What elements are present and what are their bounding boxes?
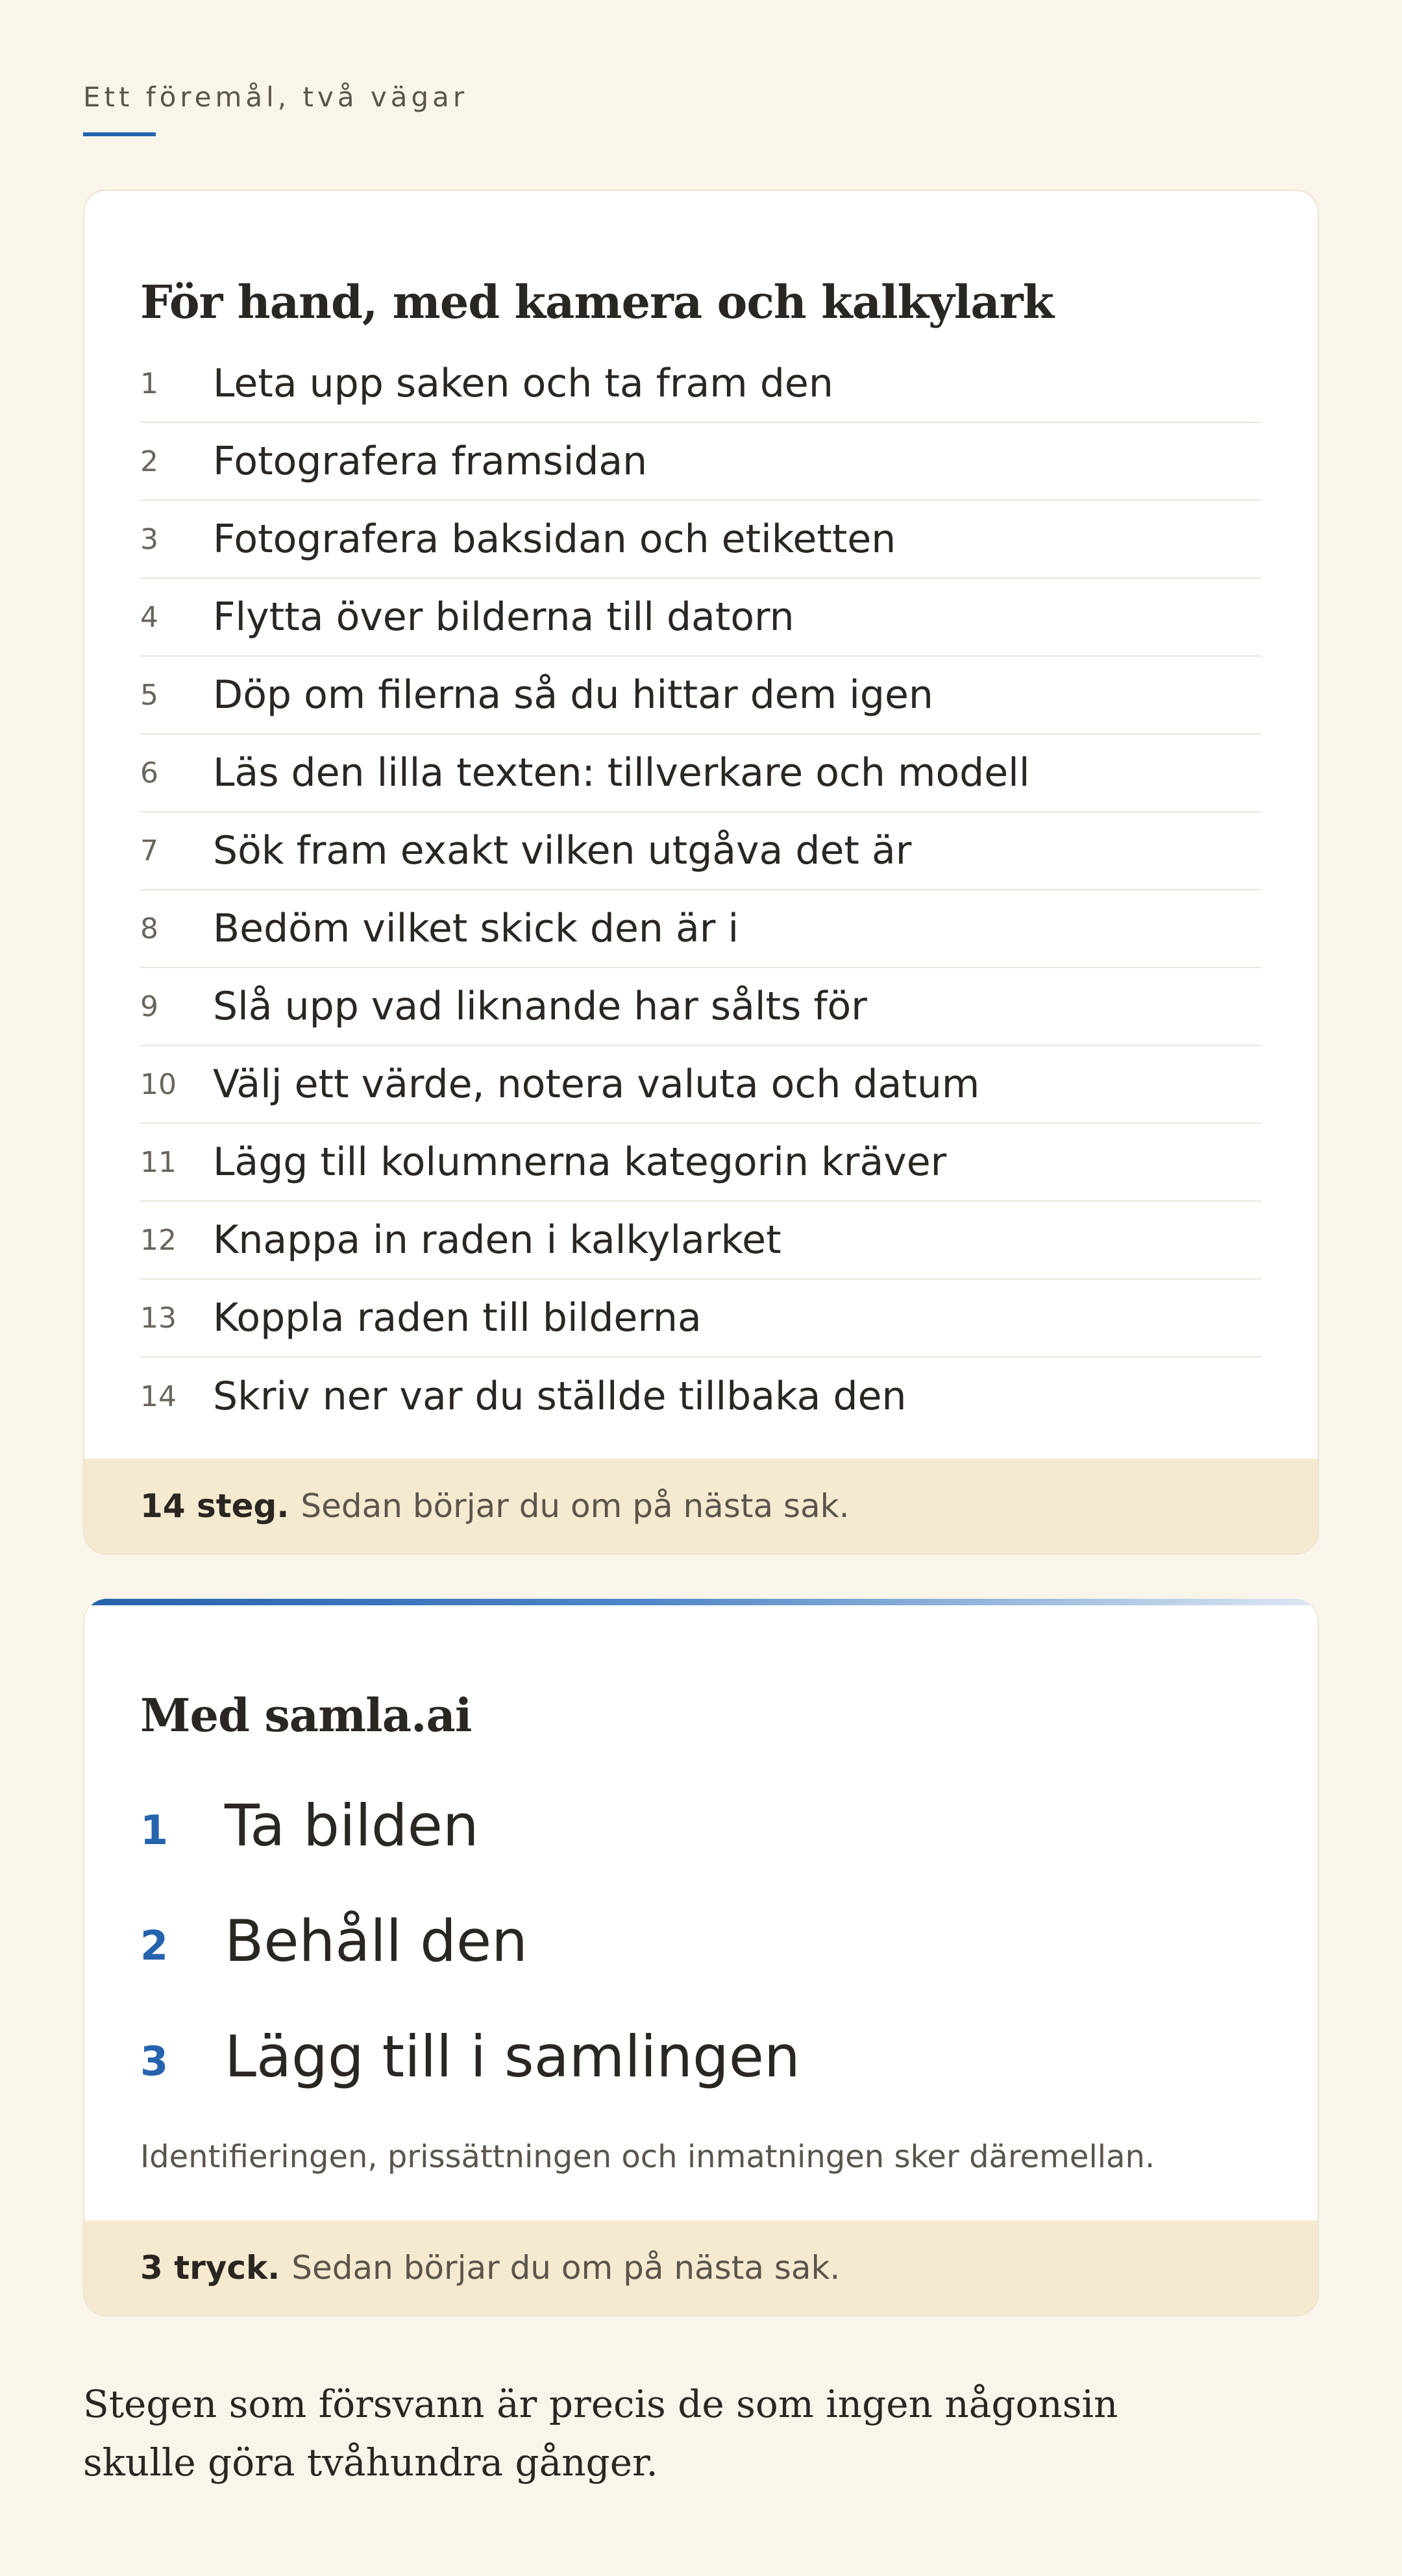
manual-step [140,501,1262,579]
manual-step-text: Fotografera baksidan och etiketten [213,516,896,563]
manual-step-text: Fotografera framsidan [213,439,648,485]
samla-steps-list [140,1768,1262,2114]
manual-step [140,968,1262,1046]
samla-card-accent-bar [84,1599,1318,1605]
manual-step-number: 5 [140,678,158,712]
samla-step [140,1768,1262,1883]
manual-step-text: Döp om filerna så du hittar dem igen [213,672,933,718]
manual-step-text: Flytta över bilderna till datorn [213,594,794,640]
samla-step-number: 1 [140,1806,169,1854]
samla-step-text: Ta bilden [225,1792,479,1859]
manual-step-text: Bedöm vilket skick den är i [213,906,739,952]
samla-footer-text: Sedan börjar du om på nästa sak. [291,2249,841,2287]
samla-step [140,1883,1262,1999]
manual-step-number: 11 [140,1145,177,1179]
samla-step [140,1999,1262,2114]
manual-step-number: 6 [140,756,158,790]
manual-card [83,189,1319,1555]
manual-step-number: 1 [140,367,158,400]
eyebrow-label: Ett föremål, två vägar [83,81,469,113]
manual-step [140,579,1262,657]
manual-step-text: Slå upp vad liknande har sålts för [213,984,867,1030]
manual-step-number: 9 [140,990,158,1023]
manual-step [140,812,1262,890]
manual-step-text: Lägg till kolumnerna kategorin kräver [213,1139,947,1185]
manual-step-text: Knappa in raden i kalkylarket [213,1217,781,1263]
manual-step [140,345,1262,423]
manual-step-text: Skriv ner var du ställde tillbaka den [213,1374,907,1420]
manual-step [140,657,1262,735]
manual-step [140,1357,1262,1435]
manual-step-text: Läs den lilla texten: tillverkare och modell [213,750,1030,796]
manual-step [140,1046,1262,1124]
manual-step-number: 3 [140,522,158,556]
samla-step-number: 3 [140,2037,169,2085]
closing-paragraph: Stegen som försvann är precis de som ingen någonsin skulle göra tvåhundra gånger. [83,2382,1118,2485]
manual-step [140,1280,1262,1357]
manual-step-number: 10 [140,1067,177,1101]
samla-step-text: Behåll den [225,1907,528,1975]
samla-step-text: Lägg till i samlingen [225,2023,800,2090]
manual-step-text: Sök fram exakt vilken utgåva det är [213,828,912,874]
page [83,0,1319,2529]
manual-step-text: Välj ett värde, notera valuta och datum [213,1062,980,1108]
manual-step-text: Koppla raden till bilderna [213,1295,702,1341]
manual-footer-text: Sedan börjar du om på nästa sak. [301,1487,850,1525]
samla-step-number: 2 [140,1921,169,1969]
manual-step-count: 14 steg. [140,1487,289,1525]
samla-card-title: Med samla.ai [140,1688,472,1743]
manual-card-title: För hand, med kamera och kalkylark [140,275,1054,330]
eyebrow-underline [83,132,156,136]
manual-step [140,1202,1262,1280]
manual-step-number: 2 [140,444,158,478]
manual-step [140,735,1262,812]
manual-step [140,890,1262,968]
manual-step [140,1124,1262,1202]
manual-step-number: 4 [140,600,158,634]
manual-step-text: Leta upp saken och ta fram den [213,361,833,407]
manual-step-number: 13 [140,1301,177,1335]
manual-step-number: 8 [140,912,158,945]
manual-card-footer [84,1459,1318,1553]
samla-card-footer [84,2220,1318,2315]
manual-step-number: 12 [140,1223,177,1257]
samla-card [83,1599,1319,2316]
manual-step [140,423,1262,501]
samla-note: Identifieringen, prissättningen och inmatningen sker däremellan. [140,2139,1155,2176]
manual-step-number: 7 [140,834,158,868]
samla-tap-count: 3 tryck. [140,2249,280,2287]
manual-step-number: 14 [140,1379,177,1413]
manual-steps-list [140,345,1262,1435]
